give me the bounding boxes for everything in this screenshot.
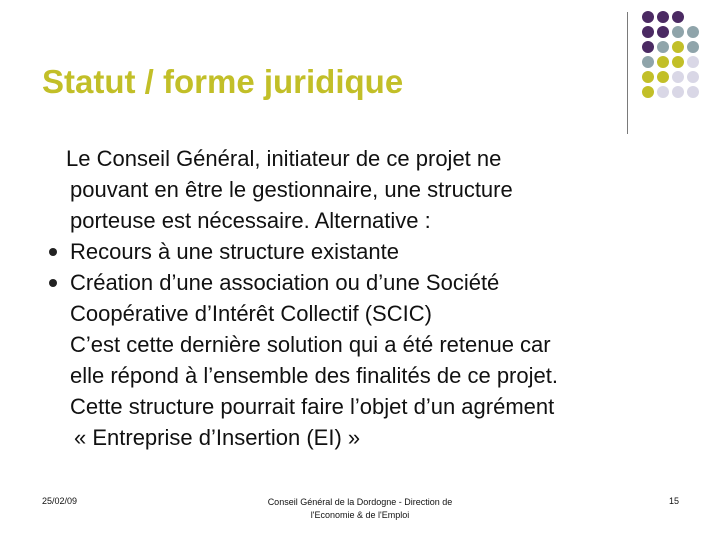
- decorative-dot: [642, 86, 654, 98]
- slide-body: [66, 143, 670, 453]
- bullet-continuation: Coopérative d’Intérêt Collectif (SCIC): [70, 301, 432, 326]
- decorative-dot: [687, 56, 699, 68]
- page-number: 15: [669, 496, 680, 506]
- decorative-dot: [657, 86, 669, 98]
- paragraph-line: pouvant en être le gestionnaire, une structure: [70, 177, 513, 202]
- paragraph-line: Le Conseil Général, initiateur de ce projet ne: [66, 146, 502, 171]
- decorative-dot: [642, 56, 654, 68]
- bullet-item: [70, 236, 670, 267]
- footer-organization: [240, 496, 480, 522]
- decorative-dot: [687, 26, 699, 38]
- vertical-divider: [627, 12, 628, 134]
- footer-date: 25/02/09: [42, 496, 78, 506]
- decorative-dot: [672, 86, 684, 98]
- bullet-text: Recours à une structure existante: [70, 239, 399, 264]
- decorative-dot: [642, 71, 654, 83]
- decorative-dot: [657, 26, 669, 38]
- decorative-dot: [657, 11, 669, 23]
- bullet-text: Création d’une association ou d’une Société: [70, 270, 500, 295]
- slide-title: Statut / forme juridique: [42, 63, 404, 100]
- decorative-dot: [642, 41, 654, 53]
- footer-org-line: l'Economie & de l'Emploi: [310, 510, 410, 520]
- decorative-dot: [672, 56, 684, 68]
- decorative-dot: [687, 71, 699, 83]
- decorative-dot: [642, 26, 654, 38]
- decorative-dot: [672, 41, 684, 53]
- decorative-dot: [687, 86, 699, 98]
- decorative-dot: [657, 56, 669, 68]
- bullet-item: [70, 267, 670, 298]
- conclusion-line: elle répond à l’ensemble des finalités de ce projet.: [70, 363, 558, 388]
- conclusion-line: C’est cette dernière solution qui a été retenue car: [70, 332, 551, 357]
- bullet-icon: [49, 279, 57, 287]
- footer-org-line: Conseil Général de la Dordogne - Direction de: [267, 497, 453, 507]
- decorative-dot: [657, 41, 669, 53]
- conclusion-line: Cette structure pourrait faire l’objet d’un agrément: [70, 394, 555, 419]
- decorative-dot: [687, 41, 699, 53]
- decorative-dot: [642, 11, 654, 23]
- decorative-dot: [657, 71, 669, 83]
- conclusion-line: « Entreprise d’Insertion (EI) »: [74, 425, 361, 450]
- decorative-dot: [672, 71, 684, 83]
- bullet-icon: [49, 248, 57, 256]
- paragraph-line: porteuse est nécessaire. Alternative :: [70, 208, 431, 233]
- decorative-dot: [672, 26, 684, 38]
- decorative-dot: [672, 11, 684, 23]
